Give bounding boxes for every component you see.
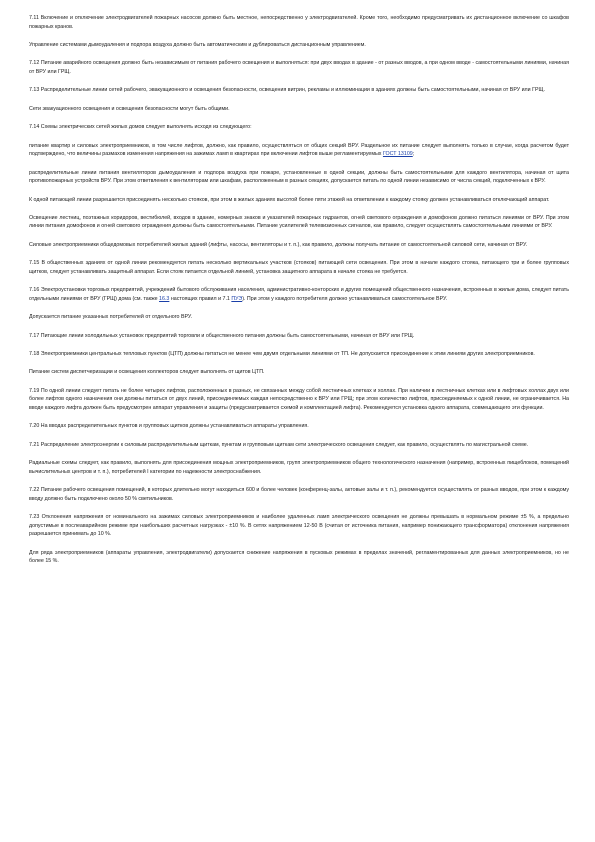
paragraph-text: 7.17 Питающие линии холодильных установок предприятий торговли и общественного питания должны быть самостоятельными, начиная от ВРУ или ГРЩ. <box>29 332 415 339</box>
paragraph-p723 <box>29 513 569 539</box>
paragraph-p714 <box>29 123 569 132</box>
paragraph-text: 7.20 На вводах распределительных пунктов и групповых щитков должны устанавливаться аппараты управления. <box>29 423 309 430</box>
paragraph-p711 <box>29 14 569 31</box>
paragraph-text: Управление системами дымоудаления и подпора воздуха должно быть автоматическим и дублироваться дистанционным управлением. <box>29 41 366 48</box>
document-page <box>29 14 569 576</box>
paragraph-text: ). При этом у каждого потребителя должно устанавливаться самостоятельное ВРУ. <box>242 295 448 302</box>
paragraph-p714c <box>29 196 569 205</box>
paragraph-text: 7.11 Включение и отключение электродвигателей пожарных насосов должно быть местное, непосредственно у электродвигателей. Кроме того, необходимо предусматривать их дистанционное включение со шкафов пожарных кранов. <box>29 15 569 30</box>
paragraph-text: настоящих правил и 7.1 <box>169 295 232 302</box>
paragraph-text: 7.15 В общественных зданиях от одной линии рекомендуется питать несколько вертикальных участков (стояков) питающей сети освещения. При этом в начале каждого стояка, питающего три и более групповых щитков, следует устанавливать защитный аппарат. Если стояк питается отдельной линией, установка защитного аппарата в начале стояка не требуется. <box>29 260 569 275</box>
paragraph-text: ; <box>412 151 415 158</box>
paragraph-p711b <box>29 41 569 50</box>
paragraph-text: 7.13 Распределительные линии сетей рабочего, эвакуационного и освещения безопасности, освещения витрин, рекламы и иллюминации в зданиях должны быть самостоятельными, начиная от ВРУ или ГРЩ. <box>29 87 545 94</box>
paragraph-text: 7.12 Питание аварийного освещения должно быть независимым от питания рабочего освещения и выполняться: при двух вводах в здание - от разных вводов, а при одном вводе - самостоятельными линиями, начиная от ВРУ или ГРЩ. <box>29 60 569 75</box>
paragraph-p721b <box>29 459 569 476</box>
paragraph-p717 <box>29 332 569 341</box>
paragraph-p713b <box>29 105 569 114</box>
paragraph-p714d <box>29 214 569 231</box>
paragraph-text: Для ряда электроприемников (аппараты управления, электродвигатели) допускается снижение напряжения в пусковых режимах в пределах значений, регламентированных для данных электроприемников, но не более 15 %. <box>29 549 569 565</box>
paragraph-text: 7.14 Схемы электрических сетей жилых домов следует выполнять исходя из следующего: <box>29 124 252 131</box>
paragraph-text: Силовые электроприемники общедомовых потребителей жилых зданий (лифты, насосы, вентиляторы и т. п.), как правило, должны получать питание от самостоятельной силовой сети, начиная от ВРУ. <box>29 241 528 248</box>
paragraph-p713 <box>29 86 569 95</box>
paragraph-p714e <box>29 241 569 250</box>
paragraph-p715 <box>29 259 569 276</box>
paragraph-text: Питание систем диспетчеризации и освещения коллекторов следует выполнять от щитов ЦТП. <box>29 369 265 376</box>
reference-link[interactable]: 16.3 <box>159 295 170 302</box>
paragraph-text: 7.23 Отклонения напряжения от номинального на зажимах силовых электроприемников и наиболее удаленных ламп электрического освещения не должны превышать в нормальном режиме ±5 %, а предельно допустимые в послеаварийном режиме при наибольших расчетных нагрузках - ±10 %. В сетях напряжением 12-50 В (считая от источника питания, например понижающего трансформатора) отклонения напряжения разрешается принимать до 10 %. <box>29 514 569 538</box>
reference-link[interactable]: ПУЭ <box>231 295 243 302</box>
paragraph-p716 <box>29 286 569 303</box>
paragraph-p714a <box>29 142 569 159</box>
paragraph-p714b <box>29 169 569 186</box>
paragraph-text: Радиальные схемы следует, как правило, выполнять для присоединения мощных электроприемников, групп электроприемников общего технологического назначения (например, встроенных пищеблоков, помещений вычислительных центров и т. п.), потребителей I категории по надежности электроснабжения. <box>29 460 569 475</box>
paragraph-text: Сети эвакуационного освещения и освещения безопасности могут быть общими. <box>29 105 230 112</box>
paragraph-text: 7.19 По одной линии следует питать не более четырех лифтов, расположенных в разных, не связанных между собой лестничных клетках и холлах. При наличии в лестничных клетках или в лифтовых холлах двух или более лифтов одного назначения они должны питаться от двух линий, присоединяемых каждая непосредственно к ВРУ или ГРЩ; при этом количество лифтов, присоединяемых к одной линии, не ограничивается. На вводе каждого лифта должен быть предусмотрен аппарат управления и защиты (предусматривается схемой и комплектацией лифта). Рекомендуется установка одного аппарата, совмещающего эти функции. <box>29 387 569 411</box>
paragraph-p720 <box>29 422 569 431</box>
paragraph-text: питание квартир и силовых электроприемников, в том числе лифтов, должно, как правило, осуществляться от общих секций ВРУ. Раздельное их питание следует выполнять только в случае, когда расчетом будет подтверждено, что величины размахов изменения напряжения на зажимах ламп в квартирах при включении лифтов выше регламентируемых <box>29 142 569 158</box>
paragraph-text: распределительные линии питания вентиляторов дымоудаления и подпора воздуха при пожаре, установленные в одной секции, должны быть самостоятельными для каждого вентилятора, начиная от щита противопожарных устройств ВРУ. При этом ответвления к вентиляторам или шкафам, расположенным в разных секциях, допускается питать по одной линии независимо от числа секций, подключенных к ВРУ. <box>29 169 569 185</box>
paragraph-text: 7.16 Электроустановки торговых предприятий, учреждений бытового обслуживания населения, административно-конторских и других помещений общественного назначения, встроенных в жилые дома, следует питать отдельными линиями от ВРУ (ГРЩ) дома (см. также <box>29 287 569 302</box>
paragraph-p723b <box>29 549 569 566</box>
paragraph-p718 <box>29 350 569 359</box>
paragraph-text: 7.18 Электроприемники центральных тепловых пунктов (ЦТП) должны питаться не менее чем двумя отдельными линиями от ТП. Не допускается присоединение к этим линиям других электроприемников. <box>29 351 535 358</box>
paragraph-p718b <box>29 368 569 377</box>
paragraph-p721 <box>29 441 569 450</box>
paragraph-text: К одной питающей линии разрешается присоединять несколько стояков, при этом в жилых зданиях высотой более пяти этажей на ответвлении к каждому стояку должен устанавливаться отключающий аппарат. <box>29 196 550 203</box>
paragraph-text: 7.21 Распределение электроэнергии к силовым распределительным щиткам, пунктам и групповым щиткам сети электрического освещения следует, как правило, осуществлять по магистральной схеме. <box>29 441 529 448</box>
reference-link[interactable]: ГОСТ 13109 <box>382 151 413 158</box>
paragraph-p719 <box>29 387 569 413</box>
paragraph-p712 <box>29 59 569 76</box>
paragraph-text: Допускается питание указанных потребителей от отдельного ВРУ. <box>29 314 193 321</box>
paragraph-p716b <box>29 313 569 322</box>
paragraph-text: Освещение лестниц, поэтажных коридоров, вестибюлей, входов в здание, номерных знаков и указателей пожарных гидрантов, огней светового ограждения и домофонов должно питаться линиями от ВРУ. При этом линии питания домофонов и огней светового ограждения должны быть самостоятельными. Питание усилителей телевизионных сигналов, как правило, следует осуществлять самостоятельными линиями от ВРУ. <box>29 214 569 230</box>
paragraph-p722 <box>29 486 569 503</box>
paragraph-text: 7.22 Питание рабочего освещения помещений, в которых длительно могут находиться 600 и более человек (конференц-залы, актовые залы и т. п.), рекомендуется осуществлять от разных вводов, при этом к каждому вводу должно быть подключено около 50 % светильников. <box>29 487 569 502</box>
